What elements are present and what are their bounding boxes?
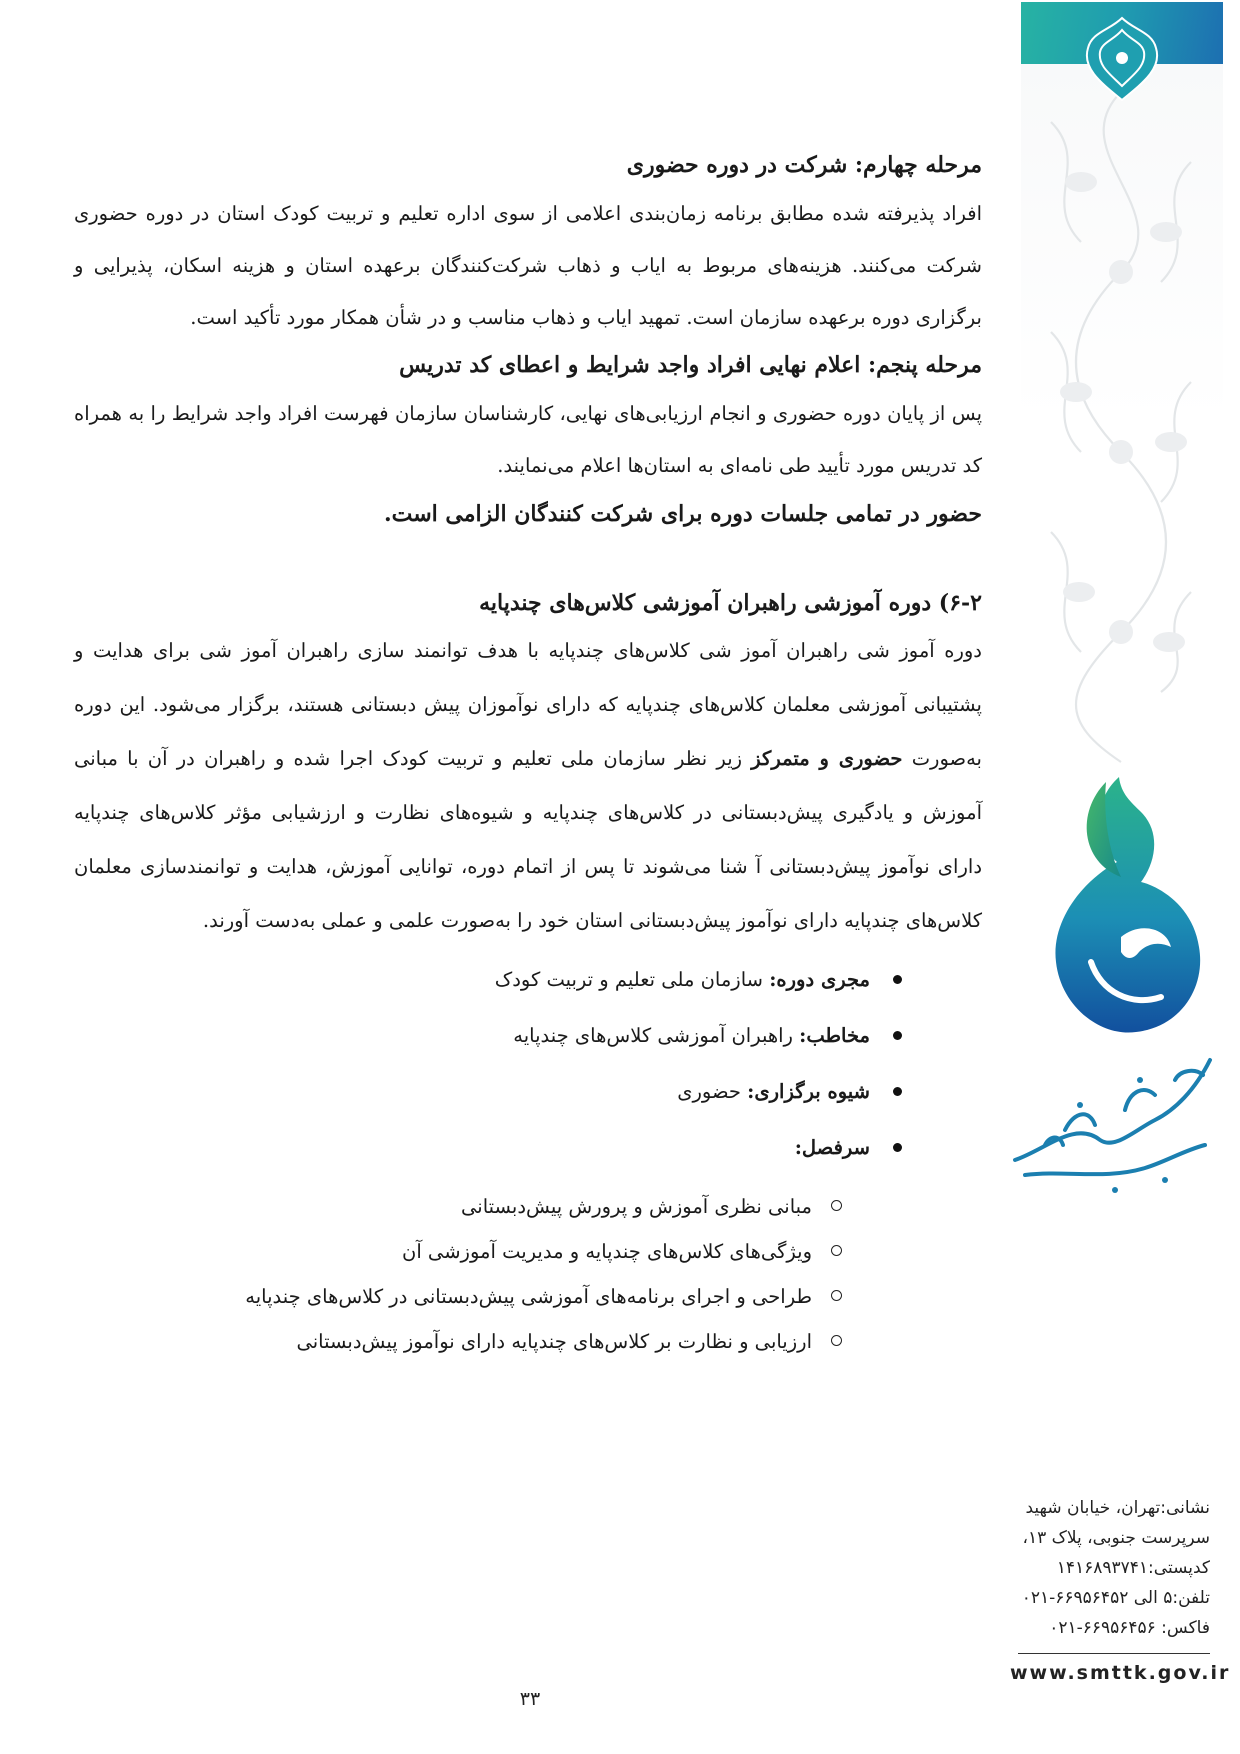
stage4-body: افراد پذیرفته شده مطابق برنامه زمان‌بندی اعلامی از سوی اداره تعلیم و تربیت کودک استان در دوره حضوری شرکت می‌کنند. هزینه‌های مربوط به ایاب و ذهاب شرکت‌کنندگان برعهده استان و هزینه اسکان، پذیرایی و برگزاری دوره برعهده سازمان است. تمهید ایاب و ذهاب مناسب و در شأن همکار مورد تأکید است. — [74, 202, 982, 329]
bullet-icon — [893, 1087, 902, 1096]
circle-bullet-icon — [831, 1245, 842, 1256]
section-6-2-body-part1: دوره آموز شی راهبران آموز شی کلاس‌های چندپایه با هدف توانمند سازی راهبران آموز شی برای هدایت و پشتیبانی آموزشی معلمان کلاس‌های چندپایه که دارای نوآموزان پیش دبستانی هستند، برگزار می‌شود. این دوره به‌صورت — [74, 639, 982, 770]
list-item-executor — [74, 952, 902, 1008]
topic-item — [74, 1229, 842, 1274]
organization-logo-icon — [1055, 777, 1200, 1033]
section-6-2-heading: ۶-۲) دوره آموزشی راهبران آموزشی کلاس‌های چندپایه — [479, 590, 982, 616]
emblem-icon — [1087, 18, 1157, 100]
topic-text: ارزیابی و نظارت بر کلاس‌های چندپایه دارای نوآموز پیش‌دبستانی — [296, 1330, 812, 1353]
section-6-2-body-part2: زیر نظر سازمان ملی تعلیم و تربیت کودک اجرا شده و راهبران در آن با مبانی آموزش و یادگیری پیش‌دبستانی در کلاس‌های چندپایه و شیوه‌های نظارت و ارزشیابی مؤثر کلاس‌های چندپایه دارای نوآموز پیش‌دبستانی آ شنا می‌شوند تا پس از اتمام دوره، توانایی آموزش، هدایت و توانمندسازی معلمان کلاس‌های چندپایه دارای نوآموز پیش‌دبستانی استان خود را به‌صورت علمی و عملی به‌دست آورند. — [74, 747, 982, 932]
circle-bullet-icon — [831, 1200, 842, 1211]
main-content — [74, 150, 982, 1364]
bullet-icon — [893, 1031, 902, 1040]
topics-list — [74, 1184, 982, 1364]
list-item-audience — [74, 1008, 902, 1064]
executor-value: سازمان ملی تعلیم و تربیت کودک — [494, 968, 770, 991]
section-gap — [74, 534, 982, 588]
section-6-2-body — [74, 624, 982, 948]
format-value: حضوری — [677, 1080, 748, 1103]
audience-label: مخاطب: — [799, 1024, 870, 1047]
stage5-heading: مرحله پنجم: اعلام نهایی افراد واجد شرایط و اعطای کد تدریس — [399, 352, 982, 378]
decorative-side-strip — [1021, 2, 1223, 1052]
stage5-body: پس از پایان دوره حضوری و انجام ارزیابی‌های نهایی، کارشناسان سازمان فهرست افراد واجد شرایط را به همراه کد تدریس مورد تأیید طی نامه‌ای به استان‌ها اعلام می‌نمایند. — [74, 402, 982, 477]
address-line-2: سرپرست جنوبی، پلاک ۱۳، — [1022, 1528, 1210, 1548]
floral-pattern-icon — [1021, 2, 1223, 1052]
bullet-icon — [893, 975, 902, 984]
list-item-format — [74, 1064, 902, 1120]
page-number: ۳۳ — [519, 1688, 541, 1710]
section-6-2-body-bold: حضوری و متمرکز — [751, 747, 903, 770]
circle-bullet-icon — [831, 1290, 842, 1301]
website-link[interactable]: www.smttk.gov.ir — [1010, 1662, 1231, 1684]
bullet-icon — [893, 1143, 902, 1152]
contact-address-block — [1010, 1493, 1231, 1688]
stage4-heading: مرحله چهارم: شرکت در دوره حضوری — [626, 152, 982, 178]
topic-text: ویژگی‌های کلاس‌های چندپایه و مدیریت آموزشی آن — [402, 1240, 812, 1263]
fax-number: فاکس: ۶۶۹۵۶۴۵۶-۰۲۱ — [1049, 1618, 1210, 1638]
circle-bullet-icon — [831, 1335, 842, 1346]
topics-label: سرفصل: — [794, 1136, 870, 1159]
postal-code: کدپستی:۱۴۱۶۸۹۳۷۴۱ — [1056, 1558, 1210, 1578]
format-label: شیوه برگزاری: — [747, 1080, 870, 1103]
address-divider — [1018, 1653, 1210, 1654]
topic-text: طراحی و اجرای برنامه‌های آموزشی پیش‌دبستانی در کلاس‌های چندپایه — [245, 1285, 812, 1308]
organization-calligraphy-icon — [1005, 1050, 1223, 1200]
address-line-1: نشانی:تهران، خیابان شهید — [1025, 1498, 1210, 1518]
attendance-note: حضور در تمامی جلسات دوره برای شرکت کنندگان الزامی است. — [383, 501, 982, 527]
list-item-topics — [74, 1120, 902, 1176]
topic-item — [74, 1319, 842, 1364]
phone-number: تلفن:۵ الی ۶۶۹۵۶۴۵۲-۰۲۱ — [1021, 1588, 1210, 1608]
topic-text: مبانی نظری آموزش و پرورش پیش‌دبستانی — [461, 1195, 812, 1218]
course-details-list — [74, 952, 982, 1176]
topic-item — [74, 1274, 842, 1319]
executor-label: مجری دوره: — [769, 968, 870, 991]
topic-item — [74, 1184, 842, 1229]
audience-value: راهبران آموزشی کلاس‌های چندپایه — [513, 1024, 800, 1047]
